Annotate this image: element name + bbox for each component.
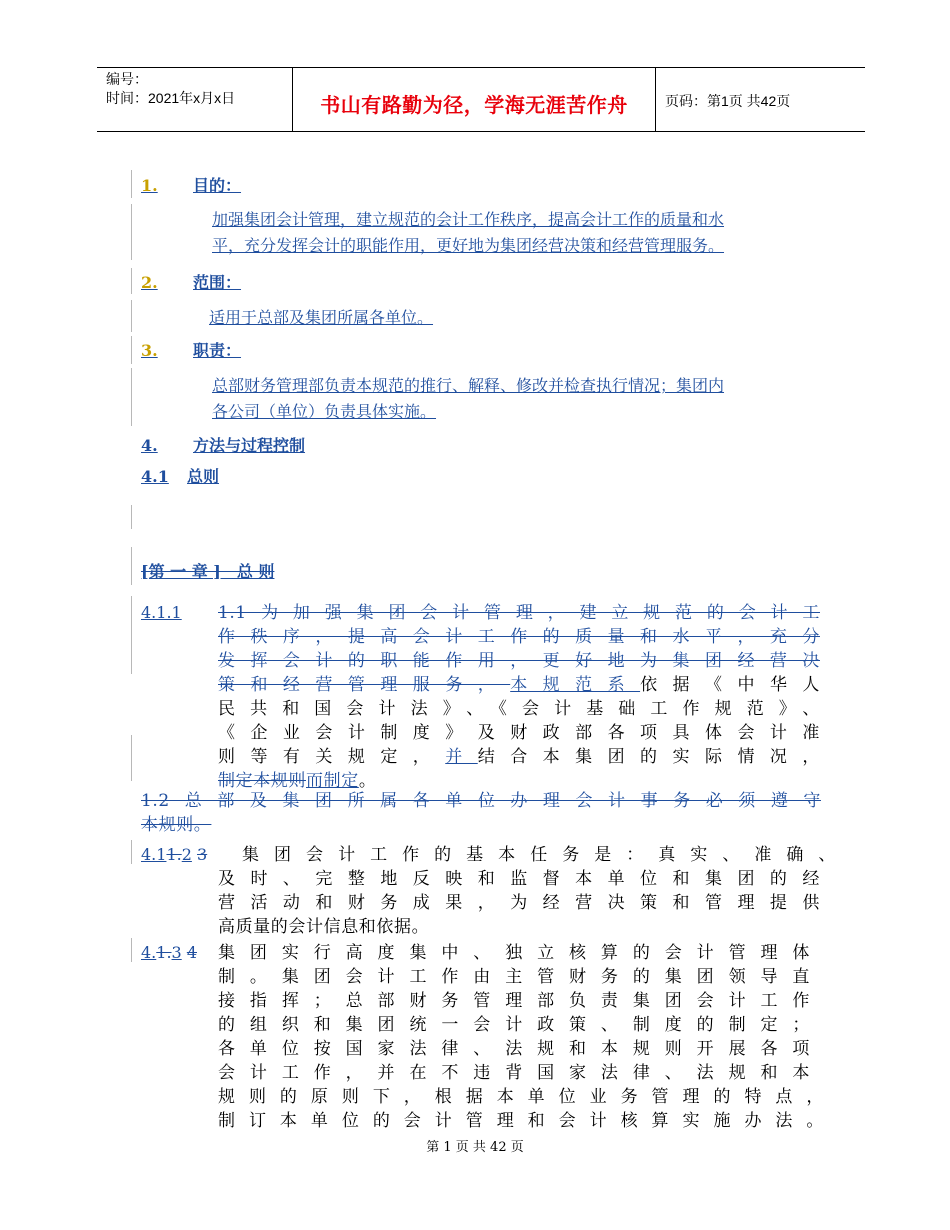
section-title: 目的： xyxy=(193,176,242,195)
revision-bar xyxy=(131,300,132,332)
time-label: 时间：2021年x月x日 xyxy=(106,90,236,106)
chapter-heading-text: [第 一 章 ] 总 则 xyxy=(141,562,275,581)
revision-bar xyxy=(131,938,132,962)
section-number: 4.1 xyxy=(141,467,169,486)
inserted-run: 3 xyxy=(171,943,182,962)
header-slogan: 书山有路勤为径，学海无涯苦作舟 xyxy=(320,93,628,117)
revision-bar xyxy=(131,547,132,585)
section-title: 范围： xyxy=(193,273,242,292)
revision-bar xyxy=(131,735,132,781)
text-line: 高质量的会计信息和依据。 xyxy=(218,917,430,937)
clause-4-1-2-label xyxy=(141,843,207,867)
text-line xyxy=(218,745,820,769)
clause-1-2-deleted xyxy=(141,789,821,837)
section-number: 4. xyxy=(141,436,158,455)
revision-bar xyxy=(131,336,132,364)
revision-bar xyxy=(131,840,132,864)
revision-bar xyxy=(131,368,132,426)
inserted-run: 2 xyxy=(181,845,192,864)
text-line: 会计工作，并在不违背国家法律、法规和本 xyxy=(218,1063,810,1083)
header-page-info: 页码：第1页 共42页 xyxy=(665,93,791,109)
header-bottom-border xyxy=(97,131,865,132)
section-title: 方法与过程控制 xyxy=(193,436,306,455)
inserted-run: 4. xyxy=(141,943,157,962)
deleted-run: 1. xyxy=(166,845,182,864)
text-line: 各公司（单位）负责具体实施。 xyxy=(212,402,437,421)
section-2-heading xyxy=(141,272,241,294)
text-line: 总部财务管理部负责本规范的推行、解释、修改并检查执行情况；集团内 xyxy=(212,376,725,395)
text-line: 制订本单位的会计管理和会计核算实施办法。 xyxy=(218,1111,824,1131)
header-divider-right xyxy=(655,67,656,132)
text-line: 接指挥；总部财务管理部负责集团会计工作 xyxy=(218,991,810,1011)
section-number: 3. xyxy=(141,341,158,360)
deleted-run: 4 xyxy=(186,943,197,962)
section-title: 职责： xyxy=(193,341,242,360)
header-top-border xyxy=(97,67,865,68)
section-3-body xyxy=(212,373,724,425)
text-line: 的组织和集团统一会计政策、制度的制定； xyxy=(218,1015,810,1035)
text-line: 《企业会计制度》及财政部各项具体会计准 xyxy=(218,723,820,743)
section-3-heading xyxy=(141,340,241,362)
text-line: 集团会计工作的基本任务是：真实、准确、 xyxy=(242,845,836,865)
text-line-deleted: 本规则。 xyxy=(141,815,212,835)
text-line: 各单位按国家法律、法规和本规则开展各项 xyxy=(218,1039,810,1059)
text-line: 及时、完整地反映和监督本单位和集团的经 xyxy=(218,869,820,889)
text-line: 集团实行高度集中、独立核算的会计管理体 xyxy=(218,943,810,963)
revision-bar xyxy=(131,268,132,294)
text-run: 则等有关规定， xyxy=(218,747,446,767)
page-footer: 第 1 页 共 42 页 xyxy=(426,1140,524,1155)
text-line-deleted: 1.2总部及集团所属各单位办理会计事务必须遵守 xyxy=(141,791,821,811)
text-line xyxy=(218,673,820,697)
inserted-run: 而制定 xyxy=(306,771,359,791)
section-4-1-heading xyxy=(141,466,219,488)
text-run: 依据《中华人 xyxy=(640,675,821,695)
text-run: 结合本集团的实际情况， xyxy=(477,747,820,767)
text-line: 民共和国会计法》、《会计基础工作规范》、 xyxy=(218,699,820,719)
header-meta xyxy=(106,70,235,108)
inserted-run: 本规范系 xyxy=(510,675,641,695)
section-title: 总则 xyxy=(187,467,220,486)
text-line: 制。集团会计工作由主管财务的集团领导直 xyxy=(218,967,810,987)
revision-bar xyxy=(131,170,132,198)
section-4-heading xyxy=(141,435,305,457)
text-line-deleted: 1.1为加强集团会计管理，建立规范的会计工 xyxy=(218,603,820,623)
deleted-run: 3 xyxy=(197,845,208,864)
clause-4-1-2-body-cont xyxy=(218,867,820,939)
clause-4-1-1-body xyxy=(218,601,820,793)
text-line: 适用于总部及集团所属各单位。 xyxy=(209,308,434,327)
section-1-body xyxy=(212,207,724,259)
deleted-run: 制定本规则 xyxy=(218,771,306,791)
section-2-body xyxy=(209,305,433,331)
section-number: 1. xyxy=(141,176,158,195)
chapter-heading-deleted xyxy=(141,561,274,583)
clause-4-1-3-label xyxy=(141,941,197,965)
deleted-run: 1. xyxy=(156,943,172,962)
section-number: 2. xyxy=(141,273,158,292)
inserted-run: 4.1 xyxy=(141,845,167,864)
serial-label: 编号： xyxy=(106,71,148,87)
clause-number: 4.1.1 xyxy=(141,603,182,622)
text-line: 加强集团会计管理，建立规范的会计工作秩序，提高会计工作的质量和水 xyxy=(212,210,725,229)
text-line: 营活动和财务成果，为经营决策和管理提供 xyxy=(218,893,820,913)
text-line: 规则的原则下，根据本单位业务管理的特点， xyxy=(218,1087,824,1107)
revision-bar xyxy=(131,204,132,260)
clause-4-1-2-body xyxy=(242,843,836,867)
clause-4-1-3-body xyxy=(218,941,824,1133)
section-1-heading xyxy=(141,175,241,197)
revision-bar xyxy=(131,505,132,529)
clause-4-1-1-label xyxy=(141,601,182,625)
revision-bar xyxy=(131,596,132,674)
text-run: 。 xyxy=(358,771,377,791)
inserted-run: 并 xyxy=(445,747,478,767)
text-line: 平，充分发挥会计的职能作用，更好地为集团经营决策和经营管理服务。 xyxy=(212,236,725,255)
text-line-deleted: 作秩序，提高会计工作的质量和水平，充分 xyxy=(218,627,820,647)
deleted-run: 策和经营管理服务， xyxy=(218,675,511,695)
text-line-deleted: 发挥会计的职能作用，更好地为集团经营决 xyxy=(218,651,820,671)
